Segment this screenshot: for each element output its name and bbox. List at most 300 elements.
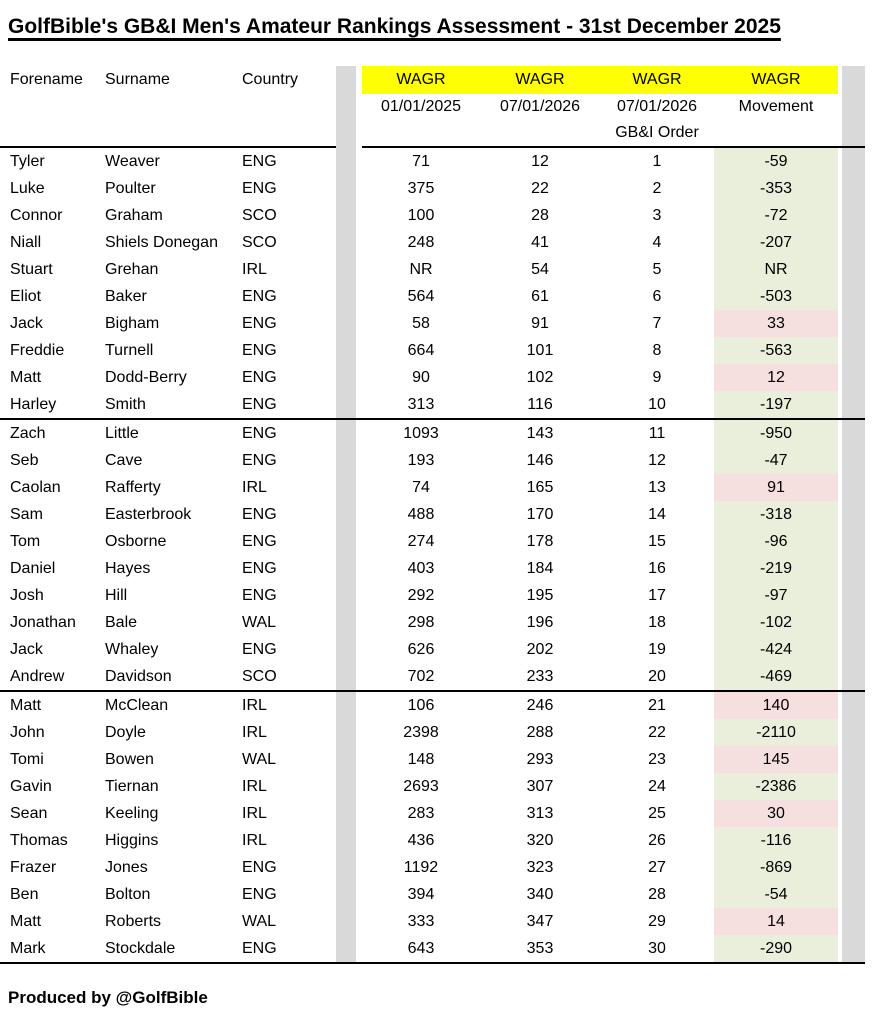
table-row [0, 881, 865, 908]
movement-cell: -102 [714, 609, 838, 636]
spacer-cell-left [336, 663, 362, 690]
country-cell: ENG [242, 640, 277, 658]
wagr-end-cell: 340 [526, 885, 554, 903]
surname-cell: Davidson [105, 667, 172, 685]
table-row [0, 935, 865, 962]
surname-cell: Bale [105, 613, 138, 631]
header-country-label: Country [242, 71, 299, 88]
spacer-cell-right [838, 310, 865, 337]
spacer-cell-right [838, 175, 865, 202]
spacer-cell-left [336, 420, 362, 447]
wagr-end-cell: 170 [526, 505, 554, 523]
movement-cell: -290 [714, 935, 838, 962]
forename-cell: Tom [10, 532, 41, 550]
forename-cell: Matt [10, 368, 42, 386]
country-cell: IRL [242, 804, 267, 822]
wagr-start-cell: 71 [412, 152, 430, 170]
gbi-order-cell: 11 [648, 424, 666, 442]
header-wagr-start-date: 01/01/2025 [380, 98, 462, 115]
spacer-cell-left [336, 364, 362, 391]
table-row [0, 582, 865, 609]
forename-cell: Caolan [10, 478, 61, 496]
gbi-order-cell: 4 [652, 233, 662, 251]
movement-cell: -2386 [714, 773, 838, 800]
movement-cell: -469 [714, 663, 838, 690]
forename-cell: Sean [10, 804, 48, 822]
table-row [0, 202, 865, 229]
movement-cell: -318 [714, 501, 838, 528]
header-movement-label: Movement [738, 98, 814, 115]
spacer-cell-right [838, 283, 865, 310]
wagr-end-cell: 116 [527, 395, 553, 413]
header-surname-label: Surname [105, 71, 170, 88]
gbi-order-cell: 26 [648, 831, 666, 849]
wagr-start-cell: 333 [407, 912, 435, 930]
surname-cell: Hill [105, 586, 128, 604]
country-cell: ENG [242, 341, 277, 359]
surname-cell: Grehan [105, 260, 159, 278]
wagr-end-cell: 146 [526, 451, 554, 469]
spacer-cell-right [838, 229, 865, 256]
forename-cell: Thomas [10, 831, 68, 849]
wagr-start-cell: 58 [412, 314, 430, 332]
spacer-cell-right [838, 827, 865, 854]
country-cell: ENG [242, 505, 277, 523]
wagr-end-cell: 195 [526, 586, 554, 604]
row-group [0, 692, 865, 964]
surname-cell: Poulter [105, 179, 156, 197]
forename-cell: Ben [10, 885, 39, 903]
table-row [0, 609, 865, 636]
table-row [0, 420, 865, 447]
country-cell: ENG [242, 368, 277, 386]
header-gbi-order-date: 07/01/2026 [616, 98, 698, 115]
gbi-order-cell: 1 [652, 152, 662, 170]
wagr-start-cell: 100 [407, 206, 435, 224]
table-row [0, 447, 865, 474]
movement-cell: 14 [714, 908, 838, 935]
movement-cell: 12 [714, 364, 838, 391]
table-row [0, 636, 865, 663]
country-cell: IRL [242, 831, 267, 849]
movement-cell: -353 [714, 175, 838, 202]
surname-cell: Osborne [105, 532, 167, 550]
wagr-start-cell: 664 [407, 341, 435, 359]
spacer-cell-left [336, 256, 362, 283]
spacer-cell-left [336, 528, 362, 555]
forename-cell: Frazer [10, 858, 57, 876]
header-wagr-label: WAGR [362, 66, 480, 94]
surname-cell: Keeling [105, 804, 159, 822]
gbi-order-cell: 21 [648, 696, 666, 714]
surname-cell: Bigham [105, 314, 160, 332]
movement-cell: 33 [714, 310, 838, 337]
spacer-cell-left [336, 800, 362, 827]
movement-cell: 140 [714, 692, 838, 719]
movement-cell: -96 [714, 528, 838, 555]
forename-cell: Tyler [10, 152, 45, 170]
header-wagr-label: WAGR [600, 66, 714, 94]
table-row [0, 854, 865, 881]
country-cell: WAL [242, 912, 277, 930]
header-movement [714, 66, 838, 148]
movement-cell: 30 [714, 800, 838, 827]
gbi-order-cell: 6 [652, 287, 662, 305]
surname-cell: Turnell [105, 341, 154, 359]
header-wagr-end [480, 66, 600, 148]
gbi-order-cell: 9 [652, 368, 662, 386]
country-cell: WAL [242, 613, 277, 631]
header-wagr-label: WAGR [480, 66, 600, 94]
table-row [0, 692, 865, 719]
wagr-end-cell: 165 [526, 478, 554, 496]
spacer-cell-left [336, 175, 362, 202]
movement-cell: -72 [714, 202, 838, 229]
forename-cell: Tomi [10, 750, 44, 768]
country-cell: IRL [242, 478, 267, 496]
table-row [0, 746, 865, 773]
wagr-start-cell: 292 [407, 586, 435, 604]
spacer-cell-left [336, 337, 362, 364]
spacer-cell-right [838, 908, 865, 935]
spacer-cell-left [336, 827, 362, 854]
surname-cell: Stockdale [105, 939, 176, 957]
wagr-end-cell: 246 [526, 696, 554, 714]
spacer-cell-left [336, 935, 362, 962]
country-cell: IRL [242, 696, 267, 714]
forename-cell: Zach [10, 424, 46, 442]
country-cell: IRL [242, 723, 267, 741]
wagr-end-cell: 293 [526, 750, 554, 768]
movement-cell: -219 [714, 555, 838, 582]
wagr-start-cell: 74 [412, 478, 430, 496]
forename-cell: John [10, 723, 45, 741]
header-gbi-order [600, 66, 714, 148]
surname-cell: Jones [105, 858, 148, 876]
wagr-end-cell: 12 [531, 152, 549, 170]
table-header [0, 66, 865, 148]
movement-cell: -563 [714, 337, 838, 364]
spacer-cell-right [838, 663, 865, 690]
table-row [0, 474, 865, 501]
wagr-start-cell: 403 [407, 559, 435, 577]
surname-cell: McClean [105, 696, 169, 714]
spacer-column-right [838, 66, 865, 148]
table-row [0, 827, 865, 854]
spacer-cell-right [838, 719, 865, 746]
table-row [0, 256, 865, 283]
table-row [0, 175, 865, 202]
wagr-start-cell: NR [409, 260, 433, 278]
country-cell: ENG [242, 586, 277, 604]
wagr-end-cell: 54 [531, 260, 549, 278]
forename-cell: Jonathan [10, 613, 76, 631]
movement-cell: 91 [714, 474, 838, 501]
gbi-order-cell: 8 [652, 341, 662, 359]
country-cell: ENG [242, 451, 277, 469]
country-cell: SCO [242, 206, 277, 224]
country-cell: ENG [242, 885, 277, 903]
forename-cell: Seb [10, 451, 39, 469]
gbi-order-cell: 20 [648, 667, 666, 685]
row-group [0, 420, 865, 692]
movement-cell: -54 [714, 881, 838, 908]
table-row [0, 555, 865, 582]
forename-cell: Andrew [10, 667, 65, 685]
spacer-cell-right [838, 256, 865, 283]
gbi-order-cell: 14 [648, 505, 666, 523]
header-forename-label: Forename [10, 71, 83, 88]
gbi-order-cell: 17 [648, 586, 666, 604]
movement-cell: 145 [714, 746, 838, 773]
wagr-start-cell: 1192 [403, 858, 439, 876]
wagr-end-cell: 347 [526, 912, 554, 930]
wagr-end-cell: 61 [531, 287, 549, 305]
country-cell: ENG [242, 287, 277, 305]
forename-cell: Freddie [10, 341, 65, 359]
table-row [0, 719, 865, 746]
table-row [0, 229, 865, 256]
gbi-order-cell: 15 [648, 532, 666, 550]
gbi-order-cell: 16 [648, 559, 666, 577]
table-row [0, 391, 865, 418]
spacer-cell-right [838, 800, 865, 827]
table-row [0, 528, 865, 555]
gbi-order-cell: 25 [648, 804, 666, 822]
gbi-order-cell: 24 [648, 777, 666, 795]
movement-cell: -116 [714, 827, 838, 854]
wagr-start-cell: 2693 [403, 777, 439, 795]
country-cell: ENG [242, 559, 277, 577]
wagr-start-cell: 148 [407, 750, 435, 768]
surname-cell: Doyle [105, 723, 146, 741]
table-row [0, 501, 865, 528]
wagr-start-cell: 90 [412, 368, 430, 386]
surname-cell: Roberts [105, 912, 162, 930]
wagr-start-cell: 298 [407, 613, 435, 631]
spacer-cell-left [336, 501, 362, 528]
wagr-start-cell: 193 [407, 451, 435, 469]
movement-cell: -950 [714, 420, 838, 447]
wagr-end-cell: 178 [526, 532, 554, 550]
gbi-order-cell: 23 [648, 750, 666, 768]
wagr-start-cell: 375 [407, 179, 435, 197]
gbi-order-cell: 27 [648, 858, 666, 876]
gbi-order-cell: 29 [648, 912, 666, 930]
spacer-cell-left [336, 474, 362, 501]
rankings-table [0, 66, 865, 964]
spacer-cell-left [336, 229, 362, 256]
surname-cell: Cave [105, 451, 143, 469]
header-wagr-end-date: 07/01/2026 [499, 98, 581, 115]
forename-cell: Matt [10, 912, 42, 930]
movement-cell: -47 [714, 447, 838, 474]
country-cell: ENG [242, 152, 277, 170]
wagr-end-cell: 184 [526, 559, 554, 577]
spacer-cell-right [838, 364, 865, 391]
table-row [0, 908, 865, 935]
spacer-cell-right [838, 854, 865, 881]
forename-cell: Gavin [10, 777, 52, 795]
surname-cell: Rafferty [105, 478, 161, 496]
wagr-end-cell: 91 [531, 314, 549, 332]
surname-cell: Bolton [105, 885, 151, 903]
forename-cell: Luke [10, 179, 45, 197]
forename-cell: Harley [10, 395, 57, 413]
header-country [242, 66, 336, 148]
gbi-order-cell: 13 [648, 478, 666, 496]
forename-cell: Mark [10, 939, 46, 957]
spacer-cell-right [838, 501, 865, 528]
gbi-order-cell: 12 [648, 451, 666, 469]
movement-cell: -59 [714, 148, 838, 175]
wagr-start-cell: 106 [407, 696, 435, 714]
surname-cell: Graham [105, 206, 163, 224]
spacer-cell-right [838, 420, 865, 447]
wagr-end-cell: 353 [526, 939, 554, 957]
spacer-cell-left [336, 881, 362, 908]
movement-cell: -503 [714, 283, 838, 310]
country-cell: ENG [242, 395, 277, 413]
wagr-end-cell: 143 [526, 424, 554, 442]
surname-cell: Little [105, 424, 139, 442]
spacer-cell-right [838, 528, 865, 555]
movement-cell: -207 [714, 229, 838, 256]
spacer-cell-right [838, 337, 865, 364]
spacer-cell-right [838, 391, 865, 418]
wagr-end-cell: 320 [526, 831, 554, 849]
wagr-end-cell: 196 [526, 613, 554, 631]
spacer-cell-right [838, 935, 865, 962]
spacer-cell-left [336, 719, 362, 746]
wagr-start-cell: 313 [407, 395, 435, 413]
wagr-start-cell: 274 [407, 532, 435, 550]
surname-cell: Shiels Donegan [105, 233, 218, 251]
spacer-cell-left [336, 854, 362, 881]
spacer-cell-right [838, 746, 865, 773]
country-cell: ENG [242, 424, 277, 442]
country-cell: ENG [242, 314, 277, 332]
surname-cell: Weaver [105, 152, 160, 170]
gbi-order-cell: 18 [648, 613, 666, 631]
movement-cell: -2110 [714, 719, 838, 746]
movement-cell: -97 [714, 582, 838, 609]
gbi-order-cell: 28 [648, 885, 666, 903]
forename-cell: Eliot [10, 287, 42, 305]
spacer-cell-left [336, 609, 362, 636]
spacer-cell-right [838, 474, 865, 501]
wagr-end-cell: 202 [526, 640, 554, 658]
forename-cell: Jack [10, 314, 43, 332]
wagr-end-cell: 307 [526, 777, 554, 795]
forename-cell: Niall [10, 233, 42, 251]
surname-cell: Whaley [105, 640, 159, 658]
table-body [0, 148, 865, 964]
header-wagr-start [362, 66, 480, 148]
forename-cell: Stuart [10, 260, 53, 278]
forename-cell: Daniel [10, 559, 56, 577]
wagr-end-cell: 28 [531, 206, 549, 224]
movement-cell: NR [714, 256, 838, 283]
movement-cell: -869 [714, 854, 838, 881]
header-wagr-label: WAGR [714, 66, 838, 94]
gbi-order-cell: 5 [652, 260, 662, 278]
wagr-end-cell: 288 [526, 723, 554, 741]
wagr-start-cell: 283 [407, 804, 435, 822]
gbi-order-cell: 30 [648, 939, 666, 957]
wagr-start-cell: 394 [407, 885, 435, 903]
spacer-cell-right [838, 202, 865, 229]
spacer-cell-right [838, 582, 865, 609]
spacer-cell-right [838, 881, 865, 908]
wagr-end-cell: 313 [526, 804, 554, 822]
spacer-cell-left [336, 692, 362, 719]
country-cell: ENG [242, 179, 277, 197]
wagr-start-cell: 436 [407, 831, 435, 849]
spacer-cell-left [336, 582, 362, 609]
gbi-order-cell: 10 [648, 395, 666, 413]
table-row [0, 773, 865, 800]
header-gbi-order-label: GB&I Order [615, 124, 699, 141]
country-cell: IRL [242, 260, 267, 278]
surname-cell: Higgins [105, 831, 159, 849]
gbi-order-cell: 3 [652, 206, 662, 224]
table-row [0, 663, 865, 690]
row-group [0, 148, 865, 420]
surname-cell: Dodd-Berry [105, 368, 187, 386]
spacer-cell-left [336, 148, 362, 175]
page-title: GolfBible's GB&I Men's Amateur Rankings Assessment - 31st December 2025 [8, 15, 781, 38]
spacer-cell-left [336, 283, 362, 310]
wagr-start-cell: 1093 [403, 424, 439, 442]
spacer-cell-left [336, 636, 362, 663]
spacer-cell-left [336, 773, 362, 800]
gbi-order-cell: 7 [652, 314, 662, 332]
country-cell: SCO [242, 233, 277, 251]
spacer-cell-left [336, 447, 362, 474]
wagr-start-cell: 564 [407, 287, 435, 305]
spacer-cell-left [336, 908, 362, 935]
credit-text: Produced by @GolfBible [8, 988, 208, 1007]
gbi-order-cell: 2 [652, 179, 662, 197]
wagr-start-cell: 2398 [403, 723, 439, 741]
spacer-cell-left [336, 555, 362, 582]
spacer-cell-left [336, 391, 362, 418]
wagr-start-cell: 643 [407, 939, 435, 957]
spacer-cell-right [838, 555, 865, 582]
wagr-start-cell: 702 [407, 667, 435, 685]
surname-cell: Bowen [105, 750, 154, 768]
country-cell: ENG [242, 939, 277, 957]
wagr-end-cell: 101 [526, 341, 554, 359]
wagr-start-cell: 488 [407, 505, 435, 523]
header-forename [0, 66, 105, 148]
movement-cell: -424 [714, 636, 838, 663]
spacer-cell-right [838, 148, 865, 175]
spacer-cell-right [838, 447, 865, 474]
surname-cell: Easterbrook [105, 505, 192, 523]
spacer-cell-right [838, 636, 865, 663]
gbi-order-cell: 19 [648, 640, 666, 658]
country-cell: SCO [242, 667, 277, 685]
wagr-start-cell: 248 [407, 233, 435, 251]
spacer-cell-left [336, 202, 362, 229]
surname-cell: Hayes [105, 559, 151, 577]
gbi-order-cell: 22 [648, 723, 666, 741]
country-cell: ENG [242, 858, 277, 876]
spacer-cell-right [838, 773, 865, 800]
spacer-column-left [336, 66, 362, 148]
